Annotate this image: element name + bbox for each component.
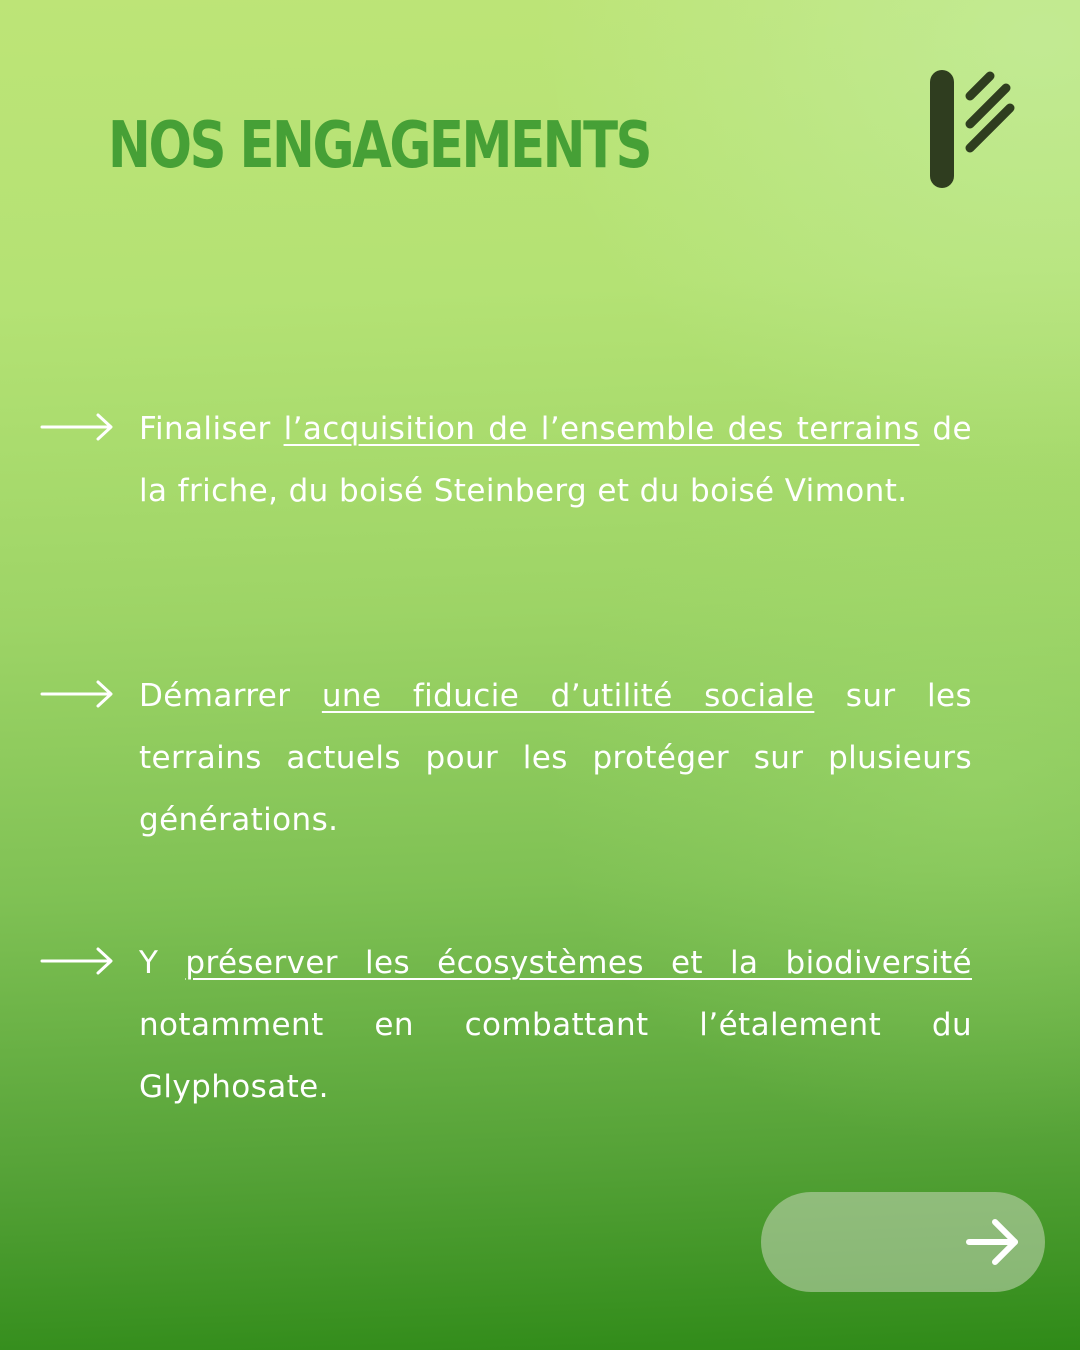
arrow-right-icon xyxy=(40,679,114,709)
engagement-link[interactable]: l’acquisition de l’ensemble des terrains xyxy=(283,411,920,447)
engagement-text: Démarrer une fiducie d’utilité sociale sur les terrains actuels pour les protéger sur plusieurs générations. xyxy=(139,678,972,838)
arrow-right-icon xyxy=(40,946,114,976)
brand-slash-logo-icon xyxy=(924,66,1024,192)
page-title: NOS ENGAGEMENTS xyxy=(108,109,651,183)
arrow-right-icon xyxy=(40,412,114,442)
arrow-right-icon xyxy=(965,1216,1021,1268)
next-button[interactable] xyxy=(761,1192,1045,1292)
engagement-link[interactable]: une fiducie d’utilité sociale xyxy=(321,678,815,714)
engagement-text: Y préserver les écosystèmes et la biodiversité notamment en combattant l’étalement du Glyphosate. xyxy=(139,945,972,1105)
engagement-text: Finaliser l’acquisition de l’ensemble des terrains de la friche, du boisé Steinberg et du boisé Vimont. xyxy=(139,411,972,509)
engagement-link[interactable]: préserver les écosystèmes et la biodiversité xyxy=(185,945,972,981)
